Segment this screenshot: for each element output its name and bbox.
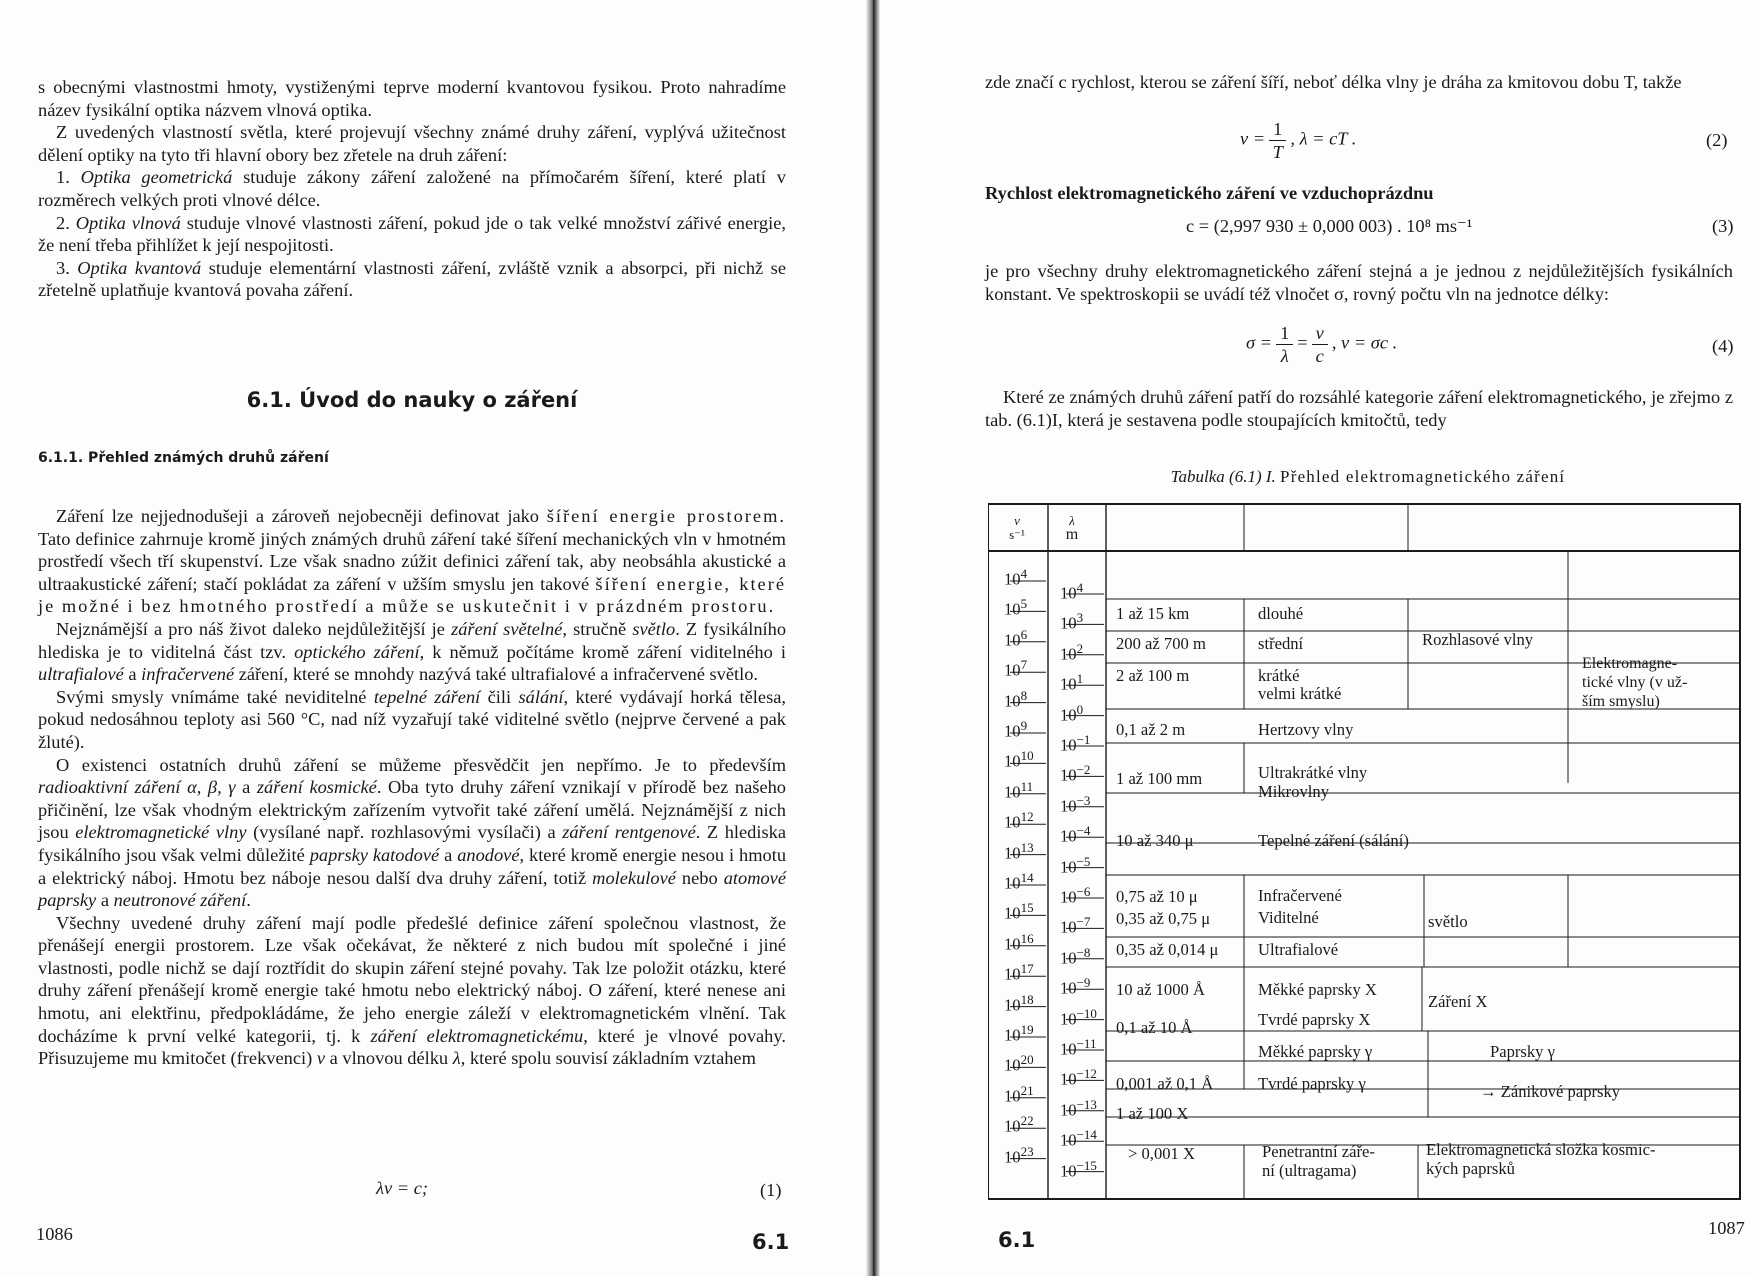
wavelength-label: $10^{-8}$ <box>1060 944 1091 968</box>
book-gutter <box>866 0 880 1276</box>
frequency-label: $10^{17}$ <box>1004 961 1034 984</box>
cell-mekke-gama: Měkké paprsky γ <box>1258 1042 1373 1061</box>
paragraph: Záření lze nejjednodušeji a zároveň nejobecněji definovat jako šíření energie prostorem. Tato definice zahrnuje kromě jiných známých druhů záření také šíření mechanických vln v hmotném prostředí všech tří skupenství. Lze však snadno zúžit definici záření tak, aby neobsáhla akustické a ultraakustické záření; stačí pokládat za záření v užším smyslu jen takové šíření energie, které je možné i bez hmotného prostředí a může se uskutečnit i v prázdném prostoru. <box>38 506 786 617</box>
range-cell: 0,001 až 0,1 Å <box>1116 1074 1214 1093</box>
paragraph: Z uvedených vlastností světla, které projevují všechny známé druhy záření, vyplývá užitečnost dělení optiky na tyto tři hlavní obory bez zřetele na druh záření: <box>38 122 786 165</box>
wavelength-label: $10^{-6}$ <box>1060 884 1091 907</box>
wavelength-label: $10^{-3}$ <box>1060 792 1091 816</box>
list-item: 2. Optika vlnová studuje vlnové vlastnosti záření, pokud jde o tak velké množství zářivé energie, že není třeba přihlížet k její nespojitosti. <box>38 212 786 256</box>
cell-ultrakratke: Ultrakrátké vlny <box>1258 763 1368 782</box>
equation-2: ν = $\frac{1}{T}$ , λ = cT . <box>1240 119 1357 162</box>
frequency-label: $10^{10}$ <box>1004 748 1034 771</box>
wavelength-label: $10^{-5}$ <box>1060 853 1091 877</box>
range-cell: 0,1 až 10 Å <box>1116 1018 1193 1037</box>
frequency-label: $10^9$ <box>1004 718 1028 741</box>
cell-viditelne: Viditelné <box>1258 908 1319 927</box>
frequency-label: $10^{15}$ <box>1004 900 1034 923</box>
range-cell: 1 až 100 X <box>1116 1104 1189 1123</box>
paragraph: Které ze známých druhů záření patří do rozsáhlé kategorie záření elektromagnetického, je zřejmo z tab. (6.1)I, která je sestavena podle stoupajících kmitočtů, tedy <box>985 387 1733 430</box>
range-cell: 0,35 až 0,75 μ <box>1116 909 1211 928</box>
frequency-label: $10^5$ <box>1004 596 1028 619</box>
section-title: 6.1. Úvod do nauky o záření <box>246 388 578 412</box>
range-cell: 0,75 až 10 μ <box>1116 887 1198 906</box>
frequency-label: $10^6$ <box>1004 626 1028 650</box>
wavelength-label: $10^{-2}$ <box>1060 762 1091 785</box>
left-body-text <box>38 505 786 1070</box>
paragraph: Všechny uvedené druhy záření mají podle předešlé definice záření společnou vlastnost, že přenášejí energii prostorem. Lze však očekávat, že některé z nich budou mít společné i jiné vlastnosti, podle nichž se dají roztřídit do skupin záření stejné povahy. Tak lze položit otázku, které druhy záření přenášejí kromě energie také hmotu nebo elektrický náboj. O záření, které nenese ani hmotu, ani elektřinu, předpokládáme, že jeho energie záleží v elektromagnetickém vlnění. Tak docházíme k první velké kategorii, tj. k záření elektromagnetickému, které je vlnové povahy. Přisuzujeme mu kmitočet (frekvenci) ν a vlnovou délku λ, které spolu souvisí základním vztahem <box>38 912 786 1069</box>
equation-1: λν = c; <box>376 1178 429 1198</box>
cell-dlouhe: dlouhé <box>1258 604 1304 623</box>
wavelength-label: $10^4$ <box>1060 580 1084 603</box>
cell-tepelne: Tepelné záření (sálání) <box>1258 831 1409 850</box>
paragraph: zde značí c rychlost, kterou se záření šíří, neboť délka vlny je dráha za kmitovou dobu T, takže <box>985 72 1682 92</box>
wavelength-label: $10^{-12}$ <box>1060 1066 1097 1089</box>
cell-infracervene: Infračervené <box>1258 886 1342 905</box>
range-cell: 1 až 100 mm <box>1116 769 1203 788</box>
paragraph: O existenci ostatních druhů záření se můžeme přesvědčit jen nepřímo. Je to především radioaktivní záření α, β, γ a záření kosmické. Oba tyto druhy záření vznikají v přírodě bez našeho přičinění, lze však vhodným elektrickým zařízením vytvořit také záření umělá. Nejznámější z nich jsou elektromagnetické vlny (vysílané např. rozhlasovými vysílači) a záření rentgenové. Z hlediska fysikálního jsou však velmi důležité paprsky katodové a anodové, které kromě energie nesou i hmotu a elektrický náboj. Hmotu bez náboje nesou další dva druhy záření, totiž molekulové nebo atomové paprsky a neutronové záření. <box>38 754 787 911</box>
subsection-title: 6.1.1. Přehled známých druhů záření <box>38 450 329 466</box>
table-grid <box>988 503 1744 1203</box>
range-cell: 0,1 až 2 m <box>1116 720 1186 739</box>
frequency-label: $10^{20}$ <box>1004 1052 1034 1075</box>
frequency-label: $10^{19}$ <box>1004 1022 1034 1045</box>
wavelength-label: $10^{-7}$ <box>1060 914 1091 937</box>
wavelength-label: $10^{-11}$ <box>1060 1036 1097 1059</box>
cell-zareni-x: Záření X <box>1428 992 1488 1011</box>
range-cell: 10 až 340 μ <box>1116 831 1194 850</box>
equation-number: (2) <box>1706 130 1728 150</box>
paragraph: Svými smysly vnímáme také neviditelné tepelné záření čili sálání, které vydávají horká tělesa, pokud nedosáhnou teploty asi 560 °C, nad níž vyzařují také viditelné světlo (nejprve červené a pak žluté). <box>38 686 787 752</box>
wavelength-label: $10^3$ <box>1060 610 1084 633</box>
paragraph: je pro všechny druhy elektromagnetického záření stejná a je jednou z nejdůležitějších fysikálních konstant. Ve spektroskopii se uvádí též vlnočet σ, rovný počtu vln na jednotce délky: <box>985 261 1733 304</box>
left-column <box>38 76 786 302</box>
range-cell: 10 až 1000 Å <box>1116 980 1205 999</box>
section-mark: 6.1 <box>998 1228 1036 1252</box>
cell-rozhlasove: Rozhlasové vlny <box>1422 630 1534 649</box>
cell-penetrantni: Penetrantní záře- ní (ultragama) <box>1262 1142 1375 1180</box>
range-cell: 0,35 až 0,014 μ <box>1116 940 1219 959</box>
equation-3: c = (2,997 930 ± 0,000 003) . 10⁸ ms⁻¹ <box>1186 216 1473 236</box>
right-column <box>985 71 1733 94</box>
frequency-label: $10^4$ <box>1004 566 1028 589</box>
cell-mikrovlny: Mikrovlny <box>1258 782 1329 801</box>
wavelength-label: $10^{-9}$ <box>1060 975 1091 998</box>
cell-stredni: střední <box>1258 634 1304 653</box>
range-cell: > 0,001 X <box>1128 1144 1195 1163</box>
paragraph: s obecnými vlastnostmi hmoty, vystiženými teprve moderní kvantovou fysikou. Proto nahradíme název fysikální optika názvem vlnová optika. <box>38 77 786 120</box>
frequency-label: $10^{14}$ <box>1004 870 1034 893</box>
frequency-label: $10^{21}$ <box>1004 1082 1034 1106</box>
cell-elektromagneticke: Elektromagne- tické vlny (v už- ším smyslu) <box>1582 655 1688 710</box>
cell-tvrde-gama: Tvrdé paprsky γ <box>1258 1074 1366 1093</box>
section-mark: 6.1 <box>752 1230 790 1254</box>
wavelength-label: $10^{-13}$ <box>1060 1096 1097 1120</box>
equation-4: σ = $\frac{1}{\lambda}$ = $\frac{\nu}{c}$ , ν = σc . <box>1246 323 1398 366</box>
list-item: 3. Optika kvantová studuje elementární vlastnosti záření, zvláště vznik a absorpci, při nichž se zřetelně uplatňuje kvantová povaha záření. <box>38 257 786 301</box>
frequency-label: $10^{12}$ <box>1004 809 1034 832</box>
range-cell: 2 až 100 m <box>1116 666 1190 685</box>
frequency-label: $10^{13}$ <box>1004 839 1034 863</box>
equation-number: (4) <box>1712 336 1734 356</box>
frequency-label: $10^{16}$ <box>1004 930 1034 954</box>
page-number: 1087 <box>1708 1218 1745 1238</box>
cell-hertzovy: Hertzovy vlny <box>1258 720 1354 739</box>
frequency-label: $10^{18}$ <box>1004 991 1034 1015</box>
frequency-label: $10^{22}$ <box>1004 1113 1034 1136</box>
frequency-label: $10^8$ <box>1004 687 1028 711</box>
range-cell: 1 až 15 km <box>1116 604 1190 623</box>
frequency-label: $10^7$ <box>1004 657 1028 680</box>
equation-number: (3) <box>1712 216 1734 236</box>
right-paragraph <box>985 386 1733 431</box>
page-number: 1086 <box>36 1224 73 1244</box>
frequency-label: $10^{23}$ <box>1004 1143 1034 1167</box>
cell-ultrafialove: Ultrafialové <box>1258 940 1339 959</box>
right-paragraph <box>985 260 1733 305</box>
wavelength-label: $10^2$ <box>1060 640 1084 664</box>
wavelength-label: $10^0$ <box>1060 701 1084 725</box>
cell-paprsky-gama: Paprsky γ <box>1490 1042 1555 1061</box>
cell-kratke: krátké <box>1258 666 1300 685</box>
cell-tvrde-x: Tvrdé paprsky X <box>1258 1010 1371 1029</box>
wavelength-label: $10^{-14}$ <box>1060 1127 1097 1150</box>
paragraph-heading: Rychlost elektromagnetického záření ve vzduchoprázdnu <box>985 183 1434 203</box>
table-caption: Tabulka (6.1) I. Přehled elektromagnetického záření <box>1170 467 1566 486</box>
wavelength-label: $10^{-10}$ <box>1060 1005 1097 1029</box>
cell-velmi-kratke: velmi krátké <box>1258 684 1342 703</box>
table-header-nu: ν s⁻¹ <box>1009 513 1025 542</box>
wavelength-label: $10^1$ <box>1060 671 1084 694</box>
equation-number: (1) <box>760 1180 782 1200</box>
cell-svetlo: světlo <box>1428 912 1468 931</box>
cell-zanikove: → Zánikové paprsky <box>1480 1082 1621 1101</box>
wavelength-label: $10^{-1}$ <box>1060 732 1091 755</box>
wavelength-label: $10^{-15}$ <box>1060 1157 1097 1181</box>
wavelength-label: $10^{-4}$ <box>1060 823 1091 846</box>
list-item: 1. Optika geometrická studuje zákony záření založené na přímočarém šíření, které platí v rozměrech velkých proti vlnové délce. <box>38 167 786 210</box>
cell-mekke-x: Měkké paprsky X <box>1258 980 1377 999</box>
frequency-label: $10^{11}$ <box>1004 778 1034 802</box>
range-cell: 200 až 700 m <box>1116 634 1206 653</box>
paragraph: Nejznámější a pro náš život daleko nejdůležitější je záření světelné, stručně světlo. Z fysikálního hlediska je to viditelná část tzv. optického záření, k němuž počítáme kromě záření viditelného i ultrafialové a infračervené záření, které se mnohdy nazývá také ultrafialové a infračervené světlo. <box>38 618 787 685</box>
cell-kosmicke: Elektromagnetická složka kosmic- kých paprsků <box>1426 1140 1656 1178</box>
table-header-lambda: λ m <box>1065 513 1079 543</box>
